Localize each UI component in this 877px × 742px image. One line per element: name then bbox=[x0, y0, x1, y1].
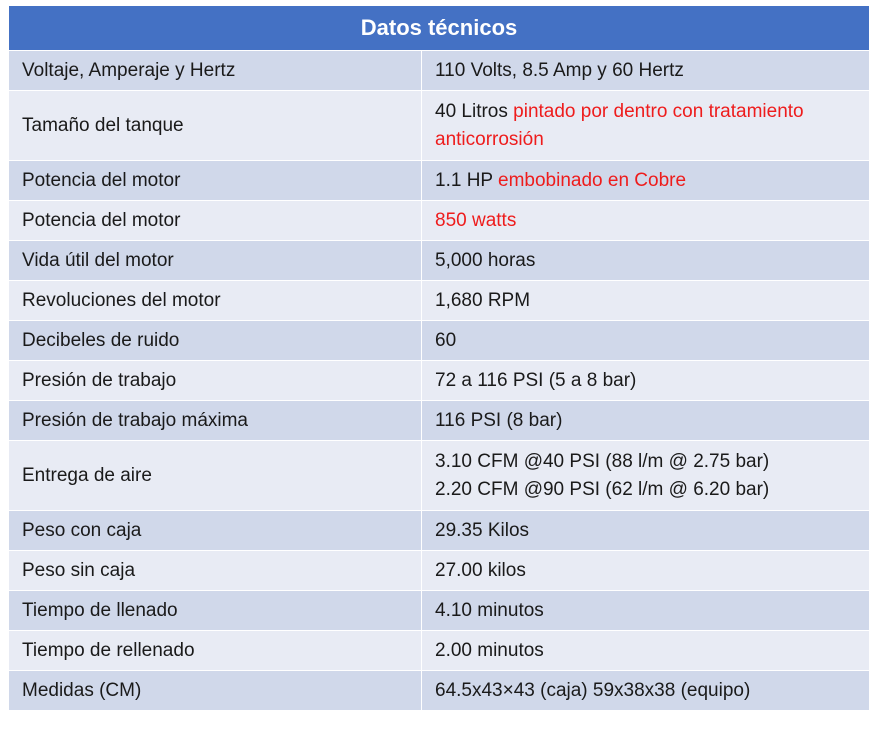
spec-value: 4.10 minutos bbox=[422, 591, 870, 631]
spec-value bbox=[422, 441, 870, 511]
spec-value: 72 a 116 PSI (5 a 8 bar) bbox=[422, 361, 870, 401]
spec-label: Presión de trabajo bbox=[9, 361, 422, 401]
table-row bbox=[9, 631, 870, 671]
spec-value: 1,680 RPM bbox=[422, 281, 870, 321]
spec-value bbox=[422, 91, 870, 161]
spec-value: 116 PSI (8 bar) bbox=[422, 401, 870, 441]
spec-label: Presión de trabajo máxima bbox=[9, 401, 422, 441]
table-row bbox=[9, 161, 870, 201]
table-row bbox=[9, 511, 870, 551]
spec-value bbox=[422, 51, 870, 91]
spec-value-line: 2.20 CFM @90 PSI (62 l/m @ 6.20 bar) bbox=[435, 478, 770, 500]
spec-value: 2.00 minutos bbox=[422, 631, 870, 671]
spec-label: Tamaño del tanque bbox=[9, 91, 422, 161]
spec-label: Medidas (CM) bbox=[9, 671, 422, 711]
spec-value-line: 3.10 CFM @40 PSI (88 l/m @ 2.75 bar) bbox=[435, 450, 770, 472]
specs-table bbox=[8, 5, 870, 711]
spec-label: Potencia del motor bbox=[9, 161, 422, 201]
spec-label: Voltaje, Amperaje y Hertz bbox=[9, 51, 422, 91]
table-row bbox=[9, 441, 870, 511]
spec-value: 29.35 Kilos bbox=[422, 511, 870, 551]
spec-value: 64.5x43×43 (caja) 59x38x38 (equipo) bbox=[422, 671, 870, 711]
table-header-row bbox=[9, 6, 870, 51]
table-row bbox=[9, 591, 870, 631]
spec-label: Peso sin caja bbox=[9, 551, 422, 591]
table-row bbox=[9, 671, 870, 711]
table-row bbox=[9, 51, 870, 91]
spec-value-highlight: embobinado en Cobre bbox=[498, 169, 687, 191]
table-row bbox=[9, 361, 870, 401]
spec-value-highlight: pintado por dentro con tratamiento anticorrosión bbox=[435, 100, 804, 150]
spec-value: 27.00 kilos bbox=[422, 551, 870, 591]
spec-value-text: 40 Litros bbox=[435, 100, 514, 122]
spec-label: Tiempo de llenado bbox=[9, 591, 422, 631]
table-row bbox=[9, 91, 870, 161]
spec-label: Vida útil del motor bbox=[9, 241, 422, 281]
spec-label: Revoluciones del motor bbox=[9, 281, 422, 321]
spec-value bbox=[422, 161, 870, 201]
spec-value bbox=[422, 201, 870, 241]
table-row bbox=[9, 321, 870, 361]
spec-value: 5,000 horas bbox=[422, 241, 870, 281]
table-title: Datos técnicos bbox=[9, 6, 870, 51]
table-row bbox=[9, 401, 870, 441]
spec-value-highlight: 850 watts bbox=[435, 209, 517, 231]
table-row bbox=[9, 551, 870, 591]
table-row bbox=[9, 241, 870, 281]
table-row bbox=[9, 201, 870, 241]
spec-label: Decibeles de ruido bbox=[9, 321, 422, 361]
spec-value: 60 bbox=[422, 321, 870, 361]
spec-label: Potencia del motor bbox=[9, 201, 422, 241]
spec-label: Peso con caja bbox=[9, 511, 422, 551]
spec-value-text: 1.1 HP bbox=[435, 169, 499, 191]
spec-value-text: 110 Volts, 8.5 Amp y 60 Hertz bbox=[435, 59, 684, 81]
spec-label: Tiempo de rellenado bbox=[9, 631, 422, 671]
spec-label: Entrega de aire bbox=[9, 441, 422, 511]
table-row bbox=[9, 281, 870, 321]
